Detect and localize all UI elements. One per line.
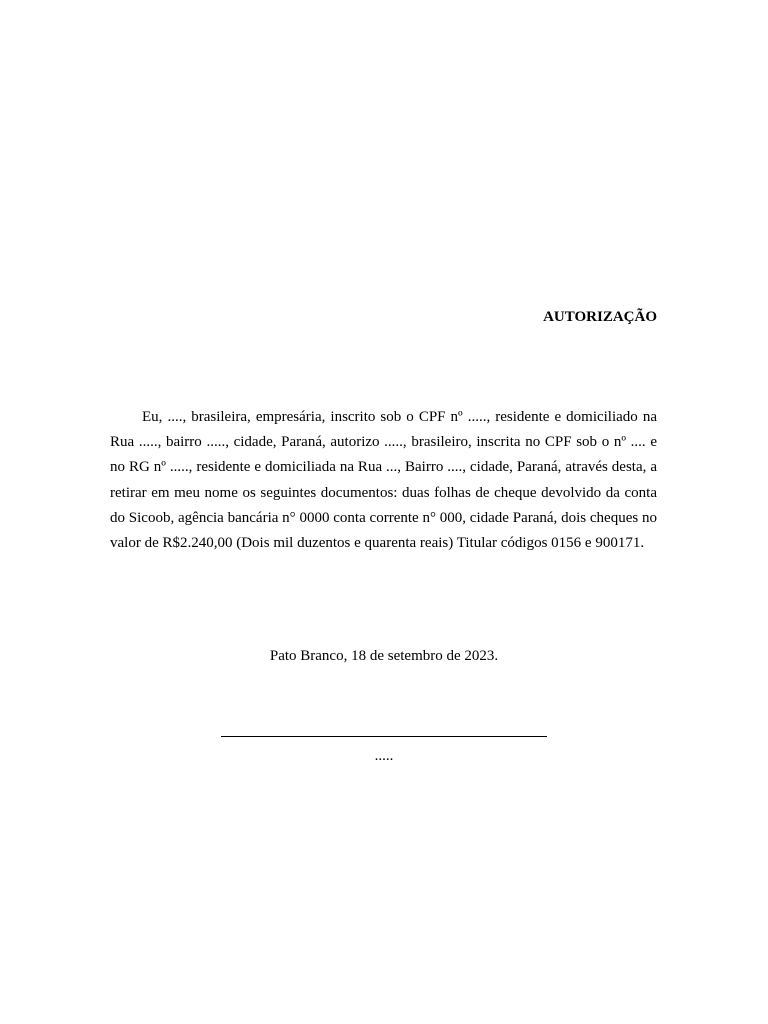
signature-name: ..... [374, 748, 394, 764]
document-title: AUTORIZAÇÃO [543, 309, 657, 325]
place-and-date: Pato Branco, 18 de setembro de 2023. [269, 648, 499, 664]
authorization-paragraph: Eu, ...., brasileira, empresária, inscrito sob o CPF nº ....., residente e domiciliado na Rua ....., bairro ....., cidade, Paraná, autorizo ....., brasileiro, inscrita no CPF sob o nº .... e no RG nº ....., residente e domiciliada na Rua ..., Bairro ...., cidade, Paraná, através desta, a retirar em meu nome os seguintes documentos: duas folhas de cheque devolvido da conta do Sicoob, agência bancária n° 0000 conta corrente n° 000, cidade Paraná, dois cheques no valor de R$2.240,00 (Dois mil duzentos e quarenta reais) Titular códigos 0156 e 900171. [110, 409, 657, 552]
signature-line [221, 736, 547, 737]
